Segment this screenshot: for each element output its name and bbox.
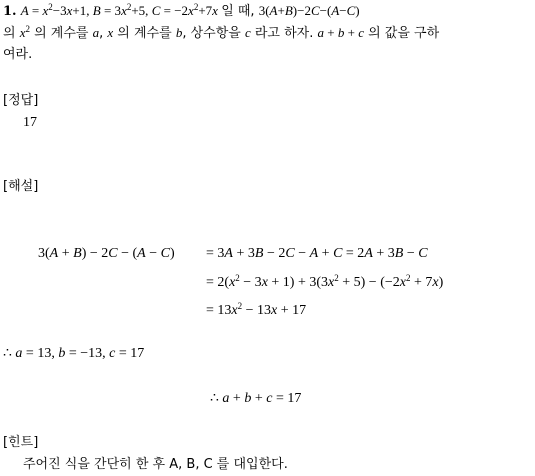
problem-line-2: 의 $x^2$ 의 계수를 a, x 의 계수를 b, 상수항을 c 라고 하자. a + b + c 의 값을 구하: [3, 24, 440, 41]
conclusion-values: ∴ a = 13, b = −13, c = 17: [3, 346, 145, 361]
hint-label: [힌트]: [3, 435, 39, 450]
problem-line-3: 여라.: [3, 47, 33, 62]
problem-number: 1.: [3, 4, 17, 19]
hint-text: 주어진 식을 간단히 한 후 A, B, C 를 대입한다.: [23, 457, 288, 472]
equation-lhs: 3(A + B) − 2C − (A − C): [38, 246, 175, 261]
equation-row-3: = $13x^2 - 13x + 17$: [206, 301, 307, 318]
problem-line-1: [3, 2, 360, 21]
answer-label: [정답]: [3, 93, 39, 108]
final-result: ∴ a + b + c = 17: [210, 391, 302, 406]
solution-label: [해설]: [3, 179, 39, 194]
equation-row-1: = 3A + 3B − 2C − A + C = 2A + 3B − C: [206, 246, 428, 261]
problem-condition: 일 때, 3(A+B)−2C−(A−C): [221, 3, 360, 19]
answer-value: 17: [23, 115, 37, 130]
problem-definitions: $A = x^2-3x+1$, $B = 3x^2+5$, $C = -2x^2+7x$: [20, 2, 218, 18]
equation-row-2: = $2(x^2 - 3x + 1) + 3(3x^2 + 5) - (-2x^2 + 7x)$: [206, 273, 444, 290]
